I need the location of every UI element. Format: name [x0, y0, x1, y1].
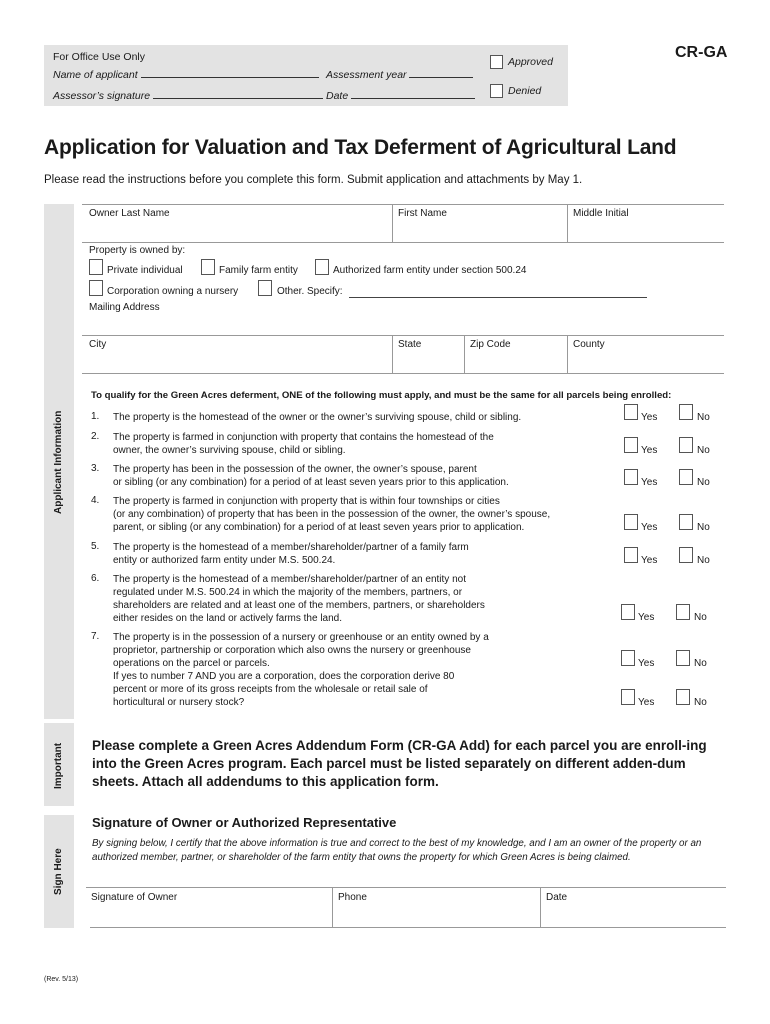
question-line: The property is farmed in conjunction with property that contains the homestead of the [113, 432, 494, 443]
family-farm-checkbox[interactable] [201, 259, 215, 275]
family-farm-label: Family farm entity [219, 265, 298, 276]
yes-checkbox[interactable] [624, 469, 638, 485]
no-checkbox[interactable] [679, 404, 693, 420]
office-date-label: Date [326, 88, 475, 102]
no-label: No [694, 697, 707, 708]
assessor-signature-label: Assessor’s signature [53, 88, 323, 102]
question-line: percent or more of its gross receipts from the wholesale or retail sale of [113, 684, 428, 695]
divider [90, 927, 726, 928]
private-individual-label: Private individual [107, 265, 183, 276]
no-label: No [697, 445, 710, 456]
mailing-address-label: Mailing Address [89, 302, 160, 313]
question-line: The property has been in the possession of the owner, the owner’s spouse, parent [113, 464, 477, 475]
yes-label: Yes [641, 412, 658, 423]
question-line: The property is farmed in conjunction with property that is within four townships or cities [113, 496, 500, 507]
yes-checkbox[interactable] [621, 650, 635, 666]
other-specify-input[interactable] [349, 297, 647, 298]
no-label: No [697, 477, 710, 488]
sign-section-bar [44, 815, 74, 928]
question-line: owner, the owner’s surviving spouse, child or sibling. [113, 445, 346, 456]
signature-heading: Signature of Owner or Authorized Representative [92, 815, 397, 830]
owner-last-name-label: Owner Last Name [89, 208, 170, 219]
divider [540, 887, 541, 927]
zip-code-label: Zip Code [470, 339, 511, 350]
no-checkbox[interactable] [679, 547, 693, 563]
applicant-section-label: Applicant Information [53, 410, 64, 514]
yes-label: Yes [638, 658, 655, 669]
question-text [113, 463, 593, 489]
divider [82, 204, 724, 205]
city-label: City [89, 339, 107, 350]
yes-label: Yes [641, 555, 658, 566]
question-text [113, 541, 593, 567]
signature-date-label: Date [546, 892, 568, 903]
divider [567, 335, 568, 373]
approved-label: Approved [508, 56, 553, 68]
no-checkbox[interactable] [676, 650, 690, 666]
question-line: regulated under M.S. 500.24 in which the majority of the members, partners, or [113, 587, 463, 598]
divider [392, 335, 393, 373]
question-line: parent, or sibling (or any combination) for a period of at least seven years prior to application. [113, 522, 525, 533]
yes-label: Yes [641, 445, 658, 456]
question-line: The property is in the possession of a nursery or greenhouse or an entity owned by a [113, 632, 489, 643]
assessment-year-label: Assessment year [326, 67, 473, 81]
question-line: The property is the homestead of the owner or the owner’s surviving spouse, child or sibling. [113, 412, 522, 423]
yes-checkbox[interactable] [624, 514, 638, 530]
owned-by-label: Property is owned by: [89, 245, 186, 256]
applicant-section-bar [44, 204, 74, 719]
divider [86, 887, 726, 888]
question-line: The property is the homestead of a member/shareholder/partner of a family farm [113, 542, 469, 553]
question-line: operations on the parcel or parcels. [113, 658, 270, 669]
question-number: 7. [91, 631, 100, 642]
divider [82, 335, 724, 336]
question-number: 4. [91, 495, 100, 506]
question-text [113, 670, 593, 709]
question-number: 6. [91, 573, 100, 584]
question-line: proprietor, partnership or corporation which also owns the nursery or greenhouse [113, 645, 471, 656]
state-label: State [398, 339, 422, 350]
corporation-nursery-checkbox[interactable] [89, 280, 103, 296]
no-checkbox[interactable] [679, 469, 693, 485]
yes-label: Yes [641, 522, 658, 533]
question-line: or sibling (or any combination) for a period of at least seven years prior to this application. [113, 477, 509, 488]
qualify-heading: To qualify for the Green Acres deferment, ONE of the following must apply, and must be the same for all parcels being enrolled: [91, 390, 672, 401]
form-code: CR-GA [675, 44, 728, 61]
denied-checkbox[interactable] [490, 84, 503, 98]
question-text [113, 573, 593, 625]
question-number: 3. [91, 463, 100, 474]
corporation-nursery-label: Corporation owning a nursery [107, 286, 239, 297]
page-title: Application for Valuation and Tax Deferment of Agricultural Land [44, 136, 677, 159]
authorized-farm-label: Authorized farm entity under section 500.24 [333, 265, 527, 276]
private-individual-checkbox[interactable] [89, 259, 103, 275]
no-label: No [697, 522, 710, 533]
signature-owner-label: Signature of Owner [91, 892, 178, 903]
question-line: shareholders are related and at least one of the members, partners, or shareholders [113, 600, 485, 611]
divider [332, 887, 333, 927]
name-of-applicant-label: Name of applicant [53, 67, 319, 81]
question-line: horticultural or nursery stock? [113, 697, 245, 708]
other-specify-label: Other. Specify: [277, 286, 343, 297]
no-label: No [697, 555, 710, 566]
divider [82, 373, 724, 374]
yes-label: Yes [641, 477, 658, 488]
yes-checkbox[interactable] [624, 547, 638, 563]
other-checkbox[interactable] [258, 280, 272, 296]
sign-section-label: Sign Here [53, 848, 64, 895]
denied-label: Denied [508, 85, 542, 97]
yes-label: Yes [638, 612, 655, 623]
important-section-bar [44, 723, 74, 806]
no-checkbox[interactable] [679, 514, 693, 530]
instructions-subtitle: Please read the instructions before you complete this form. Submit application and attachments by May 1. [44, 174, 583, 186]
authorized-farm-checkbox[interactable] [315, 259, 329, 275]
revision-note: (Rev. 5/13) [44, 976, 79, 983]
divider [464, 335, 465, 373]
phone-label: Phone [338, 892, 367, 903]
no-label: No [694, 612, 707, 623]
divider [392, 204, 393, 242]
no-label: No [697, 412, 710, 423]
yes-label: Yes [638, 697, 655, 708]
question-line: either resides on the land or actively farms the land. [113, 613, 343, 624]
office-use-heading: For Office Use Only [53, 51, 145, 63]
no-label: No [694, 658, 707, 669]
question-line: entity or authorized farm entity under M.S. 500.24. [113, 555, 336, 566]
divider [567, 204, 568, 242]
question-number: 5. [91, 541, 100, 552]
question-text [113, 431, 593, 457]
first-name-label: First Name [398, 208, 447, 219]
question-number: 2. [91, 431, 100, 442]
office-use-box [44, 45, 568, 106]
no-checkbox[interactable] [679, 437, 693, 453]
yes-checkbox[interactable] [624, 404, 638, 420]
no-checkbox[interactable] [676, 604, 690, 620]
question-line: (or any combination) of property that has been in the possession of the owner, the owner’s spouse, [113, 509, 551, 520]
yes-checkbox[interactable] [624, 437, 638, 453]
important-section-label: Important [53, 742, 64, 789]
question-text [113, 495, 593, 534]
signature-certification: By signing below, I certify that the above information is true and correct to the best of my knowledge, and I am an owner of the property or an authorized member, partner, or shareholder of the farm entity that owns the property for which Green Acres is being claimed. [92, 838, 702, 863]
question-line: The property is the homestead of a member/shareholder/partner of an entity not [113, 574, 466, 585]
question-text [113, 411, 593, 424]
yes-checkbox[interactable] [621, 689, 635, 705]
yes-checkbox[interactable] [621, 604, 635, 620]
question-line: If yes to number 7 AND you are a corporation, does the corporation derive 80 [113, 671, 455, 682]
approved-checkbox[interactable] [490, 55, 503, 69]
important-notice: Please complete a Green Acres Addendum Form (CR-GA Add) for each parcel you are enroll-ing into the Green Acres program. Each parcel must be listed separately on different adden-dum sheets. Attach all addendums to this application form. [92, 738, 707, 789]
middle-initial-label: Middle Initial [573, 208, 629, 219]
no-checkbox[interactable] [676, 689, 690, 705]
county-label: County [573, 339, 605, 350]
divider [82, 242, 724, 243]
question-number: 1. [91, 411, 100, 422]
question-text [113, 631, 593, 670]
